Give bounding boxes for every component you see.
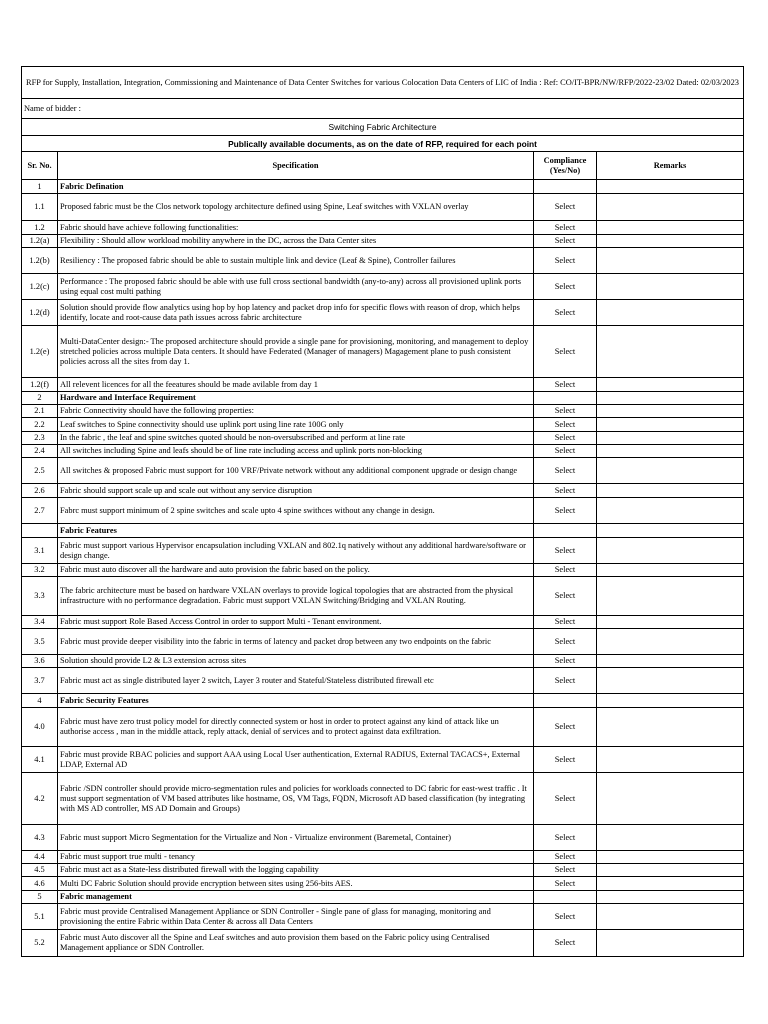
sr-no-cell: 2.6 [22, 484, 58, 498]
table-row [22, 877, 744, 891]
compliance-select[interactable]: Select [534, 221, 597, 235]
compliance-select[interactable]: Select [534, 825, 597, 851]
sr-no-cell: 1.2(a) [22, 235, 58, 248]
compliance-cell [534, 180, 597, 194]
sr-no-cell: 3.5 [22, 629, 58, 655]
sr-no-cell: 5.2 [22, 930, 58, 957]
specification-cell: Flexibility : Should allow workload mobility anywhere in the DC, across the Data Center sites [58, 235, 534, 248]
sr-no-cell: 4.6 [22, 877, 58, 891]
sr-no-cell [22, 524, 58, 538]
remarks-cell[interactable] [597, 877, 744, 891]
table-row [22, 629, 744, 655]
table-row [22, 930, 744, 957]
sr-no-cell: 4.3 [22, 825, 58, 851]
remarks-cell[interactable] [597, 484, 744, 498]
table-row [22, 432, 744, 445]
sr-no-cell: 2.7 [22, 498, 58, 524]
compliance-select[interactable]: Select [534, 498, 597, 524]
remarks-cell[interactable] [597, 538, 744, 564]
remarks-cell[interactable] [597, 221, 744, 235]
col-header-compliance: Compliance (Yes/No) [534, 152, 597, 180]
table-row [22, 498, 744, 524]
remarks-cell[interactable] [597, 418, 744, 432]
table-row [22, 655, 744, 668]
remarks-cell[interactable] [597, 405, 744, 418]
table-body [22, 67, 744, 957]
remarks-cell[interactable] [597, 432, 744, 445]
sr-no-cell: 1.2(e) [22, 326, 58, 378]
sr-no-cell: 4.0 [22, 708, 58, 747]
specification-cell: Resiliency : The proposed fabric should be able to sustain multiple link and device (Leaf & Spine), Controller failures [58, 248, 534, 274]
table-row [22, 378, 744, 392]
sr-no-cell: 2.2 [22, 418, 58, 432]
remarks-cell [597, 180, 744, 194]
compliance-cell [534, 524, 597, 538]
remarks-cell[interactable] [597, 300, 744, 326]
specification-cell: Fabric must provide deeper visibility into the fabric in terms of latency and packet drop between any two endpoints on the fabric [58, 629, 534, 655]
specification-cell: Proposed fabric must be the Clos network topology architecture defined using Spine, Leaf switches with VXLAN overlay [58, 194, 534, 221]
sr-no-cell: 3.7 [22, 668, 58, 694]
sr-no-cell: 2.5 [22, 458, 58, 484]
remarks-cell [597, 891, 744, 904]
col-header-sr-no: Sr. No. [22, 152, 58, 180]
compliance-select[interactable]: Select [534, 747, 597, 773]
table-row [22, 221, 744, 235]
section-row [22, 524, 744, 538]
sr-no-cell: 5 [22, 891, 58, 904]
col-header-remarks: Remarks [597, 152, 744, 180]
compliance-select[interactable]: Select [534, 538, 597, 564]
remarks-cell [597, 392, 744, 405]
table-row [22, 405, 744, 418]
specification-cell: All relevent licences for all the feeatures should be made avilable from day 1 [58, 378, 534, 392]
remarks-cell[interactable] [597, 930, 744, 957]
specification-cell: Fabric must act as single distributed layer 2 switch, Layer 3 router and Stateful/Stateless distributed firewall etc [58, 668, 534, 694]
compliance-select[interactable]: Select [534, 668, 597, 694]
compliance-select[interactable]: Select [534, 930, 597, 957]
specification-cell: Performance : The proposed fabric should be able with use full cross sectional bandwidth (any-to-any) across all provisioned uplink ports using equal cost multi pathing [58, 274, 534, 300]
section-row [22, 891, 744, 904]
section-heading: Fabric Features [58, 524, 534, 538]
compliance-select[interactable]: Select [534, 432, 597, 445]
specification-cell: Fabric must support true multi - tenancy [58, 851, 534, 864]
table-row [22, 773, 744, 825]
specification-cell: Fabrc must support minimum of 2 spine switches and scale upto 4 spine swithces without any change in design. [58, 498, 534, 524]
sr-no-cell: 5.1 [22, 904, 58, 930]
compliance-cell [534, 891, 597, 904]
sr-no-cell: 3.6 [22, 655, 58, 668]
sr-no-cell: 3.4 [22, 616, 58, 629]
sr-no-cell: 2.3 [22, 432, 58, 445]
remarks-cell[interactable] [597, 326, 744, 378]
section-title-row [22, 119, 744, 136]
specification-cell: Fabric must act as a State-less distributed firewall with the logging capability [58, 864, 534, 877]
sr-no-cell: 1.2(b) [22, 248, 58, 274]
sr-no-cell: 4.2 [22, 773, 58, 825]
sr-no-cell: 2.1 [22, 405, 58, 418]
sr-no-cell: 2.4 [22, 445, 58, 458]
table-row [22, 564, 744, 577]
sr-no-cell: 2 [22, 392, 58, 405]
remarks-cell[interactable] [597, 825, 744, 851]
specification-cell: Fabric must provide RBAC policies and support AAA using Local User authentication, External RADIUS, External TACACS+, External LDAP, External AD [58, 747, 534, 773]
section-heading: Fabric Security Features [58, 694, 534, 708]
section-row [22, 694, 744, 708]
table-row [22, 235, 744, 248]
public-docs-note: Publically available documents, as on the date of RFP, required for each point [22, 136, 744, 152]
sr-no-cell: 3.1 [22, 538, 58, 564]
section-heading: Fabric Defination [58, 180, 534, 194]
name-of-bidder-label: Name of bidder : [22, 99, 744, 119]
compliance-select[interactable]: Select [534, 616, 597, 629]
compliance-select[interactable]: Select [534, 773, 597, 825]
table-row [22, 825, 744, 851]
compliance-select[interactable]: Select [534, 864, 597, 877]
compliance-select[interactable]: Select [534, 564, 597, 577]
compliance-select[interactable]: Select [534, 655, 597, 668]
table-row [22, 194, 744, 221]
table-row [22, 418, 744, 432]
compliance-select[interactable]: Select [534, 405, 597, 418]
table-row [22, 904, 744, 930]
remarks-cell[interactable] [597, 564, 744, 577]
compliance-select[interactable]: Select [534, 904, 597, 930]
specification-cell: Fabric must have zero trust policy model for directly connected system or host in order to protect against any kind of attack like un authorise access , man in the middle attack, reply attack, denial of services and to protect against data exfiltration. [58, 708, 534, 747]
specification-cell: Fabric /SDN controller should provide micro-segmentation rules and policies for workloads connected to DC fabric for east-west traffic . It must support segmentation of VM based attributes like hostname, OS, VM Tags, FQDN, Microsoft AD based classification (by integrating with MS AD controller, MS AD Domain and Groups) [58, 773, 534, 825]
compliance-select[interactable]: Select [534, 484, 597, 498]
table-row [22, 747, 744, 773]
remarks-cell[interactable] [597, 378, 744, 392]
table-row [22, 274, 744, 300]
specification-cell: Multi-DataCenter design:- The proposed architecture should provide a single pane for provisioning, monitoring, and management to deploy stretched policies across multiple Data centers. It should have Federated (Manager of managers) Magagement plane to push consistent policies across all the sites from day 1. [58, 326, 534, 378]
section-row [22, 392, 744, 405]
sr-no-cell: 4.5 [22, 864, 58, 877]
table-row [22, 458, 744, 484]
compliance-select[interactable]: Select [534, 629, 597, 655]
compliance-select[interactable]: Select [534, 445, 597, 458]
sr-no-cell: 1.2(c) [22, 274, 58, 300]
table-row [22, 484, 744, 498]
table-row [22, 708, 744, 747]
rfp-compliance-table [21, 66, 744, 957]
remarks-cell[interactable] [597, 773, 744, 825]
remarks-cell[interactable] [597, 458, 744, 484]
sr-no-cell: 3.3 [22, 577, 58, 616]
specification-cell: Solution should provide flow analytics using hop by hop latency and packet drop info for specific flows with reason of drop, which helps identify, locate and root-cause data path issues across fabric architecture [58, 300, 534, 326]
table-row [22, 851, 744, 864]
compliance-select[interactable]: Select [534, 235, 597, 248]
remarks-cell[interactable] [597, 708, 744, 747]
section-heading: Fabric management [58, 891, 534, 904]
sr-no-cell: 3.2 [22, 564, 58, 577]
remarks-cell[interactable] [597, 668, 744, 694]
specification-cell: Fabric must provide Centralised Management Appliance or SDN Controller - Single pane of glass for managing, monitoring and provisioning the entire Fabric within Data Center & across all Data Centers [58, 904, 534, 930]
rfp-title: RFP for Supply, Installation, Integration, Commissioning and Maintenance of Data Center Switches for various Colocation Data Centers of LIC of India : Ref: CO/IT-BPR/NW/RFP/2022-23/02 Dated: 02/03/2023 [22, 67, 744, 99]
sr-no-cell: 4.4 [22, 851, 58, 864]
specification-cell: All switches & proposed Fabric must support for 100 VRF/Private network without any additional component upgrade or design change [58, 458, 534, 484]
specification-cell: Fabric must Auto discover all the Spine and Leaf switches and auto provision them based on the Fabric policy using Centralised Management appliance or SDN Controller. [58, 930, 534, 957]
compliance-select[interactable]: Select [534, 877, 597, 891]
sr-no-cell: 1.2 [22, 221, 58, 235]
sr-no-cell: 1.1 [22, 194, 58, 221]
table-row [22, 326, 744, 378]
remarks-cell [597, 694, 744, 708]
compliance-select[interactable]: Select [534, 300, 597, 326]
compliance-cell [534, 694, 597, 708]
compliance-select[interactable]: Select [534, 851, 597, 864]
remarks-cell[interactable] [597, 498, 744, 524]
specification-cell: The fabric architecture must be based on hardware VXLAN overlays to provide logical topologies that are abstracted from the physical infrastructure with no performance degradation. Fabric must support VXLAN Switching/Bridging and VXLAN Routing. [58, 577, 534, 616]
specification-cell: Fabric should support scale up and scale out without any service disruption [58, 484, 534, 498]
col-header-specification: Specification [58, 152, 534, 180]
compliance-select[interactable]: Select [534, 326, 597, 378]
compliance-cell [534, 392, 597, 405]
table-row [22, 577, 744, 616]
specification-cell: Multi DC Fabric Solution should provide encryption between sites using 256-bits AES. [58, 877, 534, 891]
remarks-cell[interactable] [597, 616, 744, 629]
remarks-cell[interactable] [597, 747, 744, 773]
remarks-cell[interactable] [597, 851, 744, 864]
remarks-cell [597, 524, 744, 538]
sr-no-cell: 4 [22, 694, 58, 708]
table-row [22, 300, 744, 326]
remarks-cell[interactable] [597, 274, 744, 300]
section-heading: Hardware and Interface Requirement [58, 392, 534, 405]
specification-cell: Fabric should have achieve following functionalities: [58, 221, 534, 235]
bidder-row [22, 99, 744, 119]
specification-cell: All switches including Spine and leafs should be of line rate including access and uplink ports non-blocking [58, 445, 534, 458]
sr-no-cell: 1.2(d) [22, 300, 58, 326]
table-row [22, 248, 744, 274]
remarks-cell[interactable] [597, 655, 744, 668]
specification-cell: Leaf switches to Spine connectivity should use uplink port using line rate 100G only [58, 418, 534, 432]
remarks-cell[interactable] [597, 864, 744, 877]
compliance-select[interactable]: Select [534, 577, 597, 616]
table-row [22, 616, 744, 629]
remarks-cell[interactable] [597, 235, 744, 248]
compliance-select[interactable]: Select [534, 418, 597, 432]
table-row [22, 538, 744, 564]
compliance-select[interactable]: Select [534, 274, 597, 300]
specification-cell: Fabric must support Role Based Access Control in order to support Multi - Tenant environment. [58, 616, 534, 629]
table-row [22, 445, 744, 458]
column-header-row [22, 152, 744, 180]
sr-no-cell: 1 [22, 180, 58, 194]
specification-cell: Fabric must auto discover all the hardware and auto provision the fabric based on the policy. [58, 564, 534, 577]
remarks-cell[interactable] [597, 904, 744, 930]
section-title: Switching Fabric Architecture [22, 119, 744, 136]
remarks-cell[interactable] [597, 577, 744, 616]
table-row [22, 864, 744, 877]
remarks-cell[interactable] [597, 445, 744, 458]
public-docs-row [22, 136, 744, 152]
specification-cell: Solution should provide L2 & L3 extension across sites [58, 655, 534, 668]
section-row [22, 180, 744, 194]
table-row [22, 668, 744, 694]
compliance-select[interactable]: Select [534, 458, 597, 484]
sr-no-cell: 4.1 [22, 747, 58, 773]
rfp-title-row [22, 67, 744, 99]
sr-no-cell: 1.2(f) [22, 378, 58, 392]
compliance-select[interactable]: Select [534, 248, 597, 274]
compliance-select[interactable]: Select [534, 194, 597, 221]
specification-cell: Fabric must support various Hypervisor encapsulation including VXLAN and 802.1q natively without any additional hardware/software or design change. [58, 538, 534, 564]
specification-cell: In the fabric , the leaf and spine switches quoted should be non-oversubscribed and perform at line rate [58, 432, 534, 445]
specification-cell: Fabric must support Micro Segmentation for the Virtualize and Non - Virtualize environment (Baremetal, Container) [58, 825, 534, 851]
remarks-cell[interactable] [597, 194, 744, 221]
compliance-select[interactable]: Select [534, 708, 597, 747]
compliance-select[interactable]: Select [534, 378, 597, 392]
specification-cell: Fabric Connectivity should have the following properties: [58, 405, 534, 418]
remarks-cell[interactable] [597, 248, 744, 274]
remarks-cell[interactable] [597, 629, 744, 655]
